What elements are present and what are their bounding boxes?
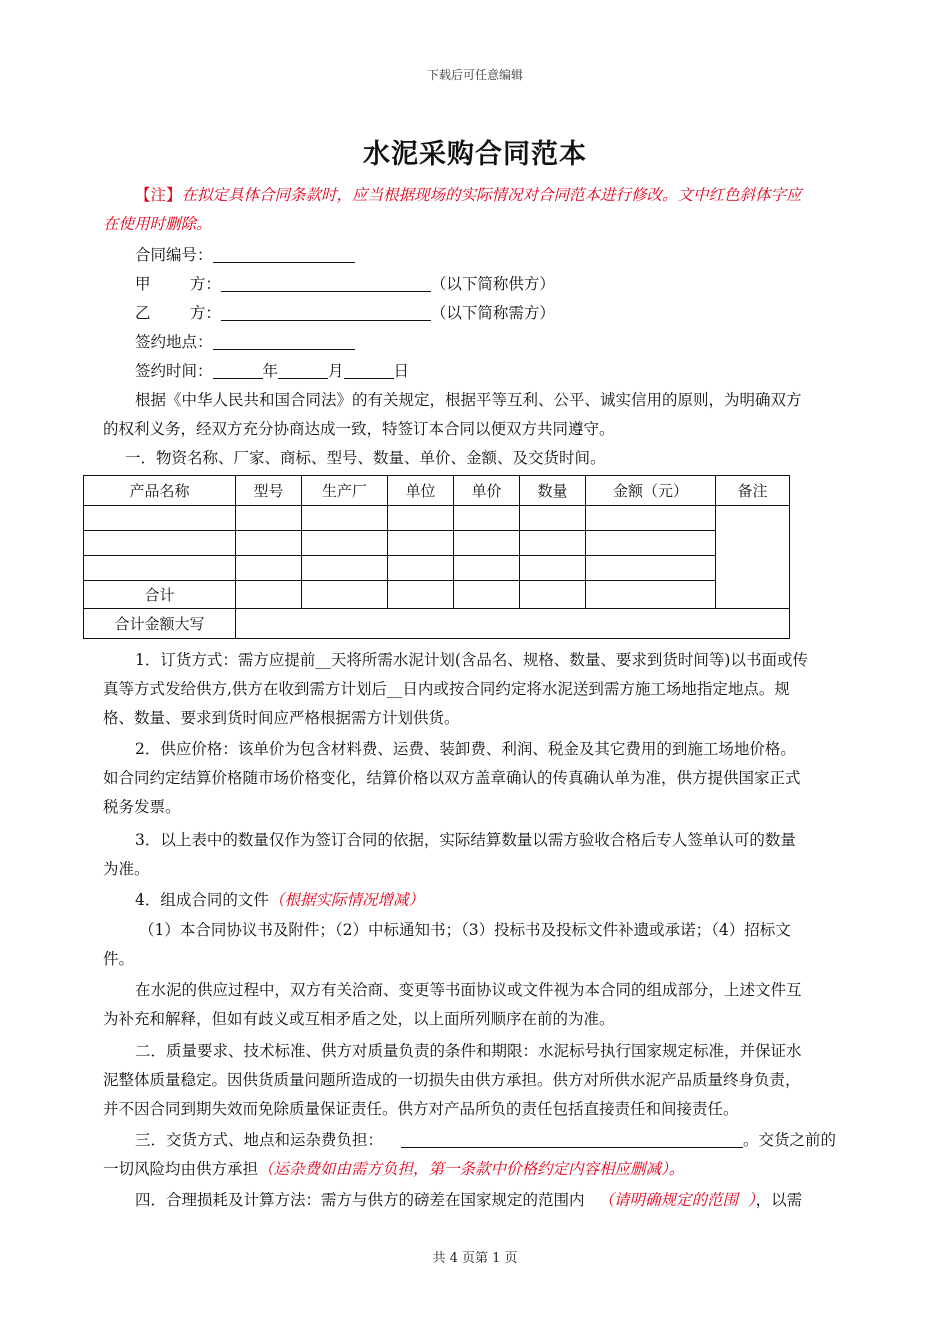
clause-1-line-3: 格、数量、要求到货时间应严格根据需方计划供货。 <box>103 709 460 727</box>
section-4-red-note: （请明确规定的范围 ） <box>598 1191 756 1209</box>
intro-line-1: 根据《中华人民共和国合同法》的有关规定，根据平等互利、公平、诚实信用的原则，为明确双方 <box>135 391 802 409</box>
table-cell[interactable] <box>302 556 388 581</box>
clause-4-line-2: （1）本合同协议书及附件；（2）中标通知书；（3）投标书及投标文件补遗或承诺；（4）招标文 <box>139 921 791 939</box>
total-label: 合计 <box>84 581 236 609</box>
col-header: 金额（元） <box>586 476 716 506</box>
table-cell[interactable] <box>586 581 716 609</box>
total-words-cell[interactable] <box>236 609 790 639</box>
clause-4-red-note: （根据实际情况增减） <box>268 891 424 909</box>
clause-5-line-2: 为补充和解释，但如有歧义或互相矛盾之处，以上面所列顺序在前的为准。 <box>103 1010 615 1028</box>
table-cell[interactable] <box>586 506 716 531</box>
month-label: 月 <box>328 362 344 380</box>
clause-3-line-1: 3．以上表中的数量仅作为签订合同的依据，实际结算数量以需方验收合格后专人签单认可的数量 <box>135 831 796 849</box>
month-blank[interactable] <box>278 360 328 379</box>
party-b-label: 乙 方： <box>135 304 221 322</box>
col-header: 产品名称 <box>84 476 236 506</box>
header-note: 下载后可任意编辑 <box>426 68 523 82</box>
items-table <box>83 475 790 639</box>
party-a-suffix: （以下简称供方） <box>430 275 555 293</box>
col-header: 生产厂 <box>302 476 388 506</box>
table-cell[interactable] <box>520 556 586 581</box>
table-cell[interactable] <box>84 531 236 556</box>
table-cell[interactable] <box>236 506 302 531</box>
year-label: 年 <box>262 362 279 380</box>
table-cell[interactable] <box>520 581 586 609</box>
contract-no-row <box>103 241 895 270</box>
clause-2-line-3: 税务发票。 <box>103 798 181 816</box>
clause-4-line-1 <box>103 886 895 915</box>
table-cell[interactable] <box>302 506 388 531</box>
section-2-line-3: 并不因合同到期失效而免除质量保证责任。供方对产品所负的责任包括直接责任和间接责任。 <box>103 1100 739 1118</box>
section-2-line-1: 二．质量要求、技术标准、供方对质量负责的条件和期限：水泥标号执行国家规定标准，并保证水 <box>135 1042 802 1060</box>
intro-line-2: 的权利义务，经双方充分协商达成一致，特签订本合同以便双方共同遵守。 <box>103 420 615 438</box>
contract-no-blank[interactable] <box>213 244 355 263</box>
table-cell[interactable] <box>84 556 236 581</box>
table-cell[interactable] <box>388 506 454 531</box>
table-cell[interactable] <box>302 581 388 609</box>
note-bracket: 【注】 <box>135 186 182 204</box>
sign-time-row <box>103 357 895 386</box>
day-label: 日 <box>393 362 410 380</box>
clause-2-line-2: 如合同约定结算价格随市场价格变化，结算价格以双方盖章确认的传真确认单为准，供方提供国家正式 <box>103 769 801 787</box>
party-a-blank[interactable] <box>221 273 431 292</box>
sign-place-blank[interactable] <box>213 331 355 350</box>
section-4-end: ，以需 <box>755 1191 803 1209</box>
clause-2-line-1: 2．供应价格：该单价为包含材料费、运费、装卸费、利润、税金及其它费用的到施工场地价格。 <box>135 740 796 758</box>
party-b-blank[interactable] <box>221 302 431 321</box>
clause-1-line-1: 1．订货方式：需方应提前__天将所需水泥计划(含品名、规格、数量、要求到货时间等)以书面或传 <box>135 651 808 669</box>
table-cell[interactable] <box>84 506 236 531</box>
page-title: 水泥采购合同范本 <box>363 139 587 170</box>
party-b-row <box>103 299 895 328</box>
table-cell[interactable] <box>586 556 716 581</box>
table-cell[interactable] <box>520 531 586 556</box>
table-cell[interactable] <box>454 581 520 609</box>
table-cell[interactable] <box>586 531 716 556</box>
table-cell[interactable] <box>388 581 454 609</box>
contract-no-label: 合同编号： <box>135 246 213 264</box>
party-b-suffix: （以下简称需方） <box>430 304 555 322</box>
editor-note-cont <box>103 210 863 239</box>
table-total-row <box>84 581 790 609</box>
col-header: 备注 <box>716 476 790 506</box>
table-cell[interactable] <box>454 506 520 531</box>
note-text-2: 在使用时删除。 <box>103 215 212 233</box>
section-1-heading: 一．物资名称、厂家、商标、型号、数量、单价、金额、及交货时间。 <box>125 449 606 467</box>
table-cell[interactable] <box>236 556 302 581</box>
col-header: 单位 <box>388 476 454 506</box>
section-4-text: 四．合理损耗及计算方法：需方与供方的磅差在国家规定的范围内 <box>135 1191 585 1209</box>
table-cell[interactable] <box>388 531 454 556</box>
table-row <box>84 556 790 581</box>
section-3-line-2 <box>103 1155 863 1184</box>
remarks-cell[interactable] <box>716 506 790 609</box>
table-cell[interactable] <box>236 581 302 609</box>
section-3-text: 三．交货方式、地点和运杂费负担： <box>135 1131 384 1149</box>
party-a-row <box>103 270 895 299</box>
sign-place-row <box>103 328 895 357</box>
table-cell[interactable] <box>236 531 302 556</box>
page-footer: 共 4 页第 1 页 <box>432 1251 518 1266</box>
note-text-1: 在拟定具体合同条款时，应当根据现场的实际情况对合同范本进行修改。文中红色斜体字应 <box>181 186 802 204</box>
section-3-red-note: （运杂费如由需方负担，第一条款中价格约定内容相应删减）。 <box>258 1160 685 1178</box>
table-cell[interactable] <box>302 531 388 556</box>
clause-4-line-3: 件。 <box>103 950 135 968</box>
section-3-end: 。交货之前的 <box>743 1131 837 1149</box>
section-3-text-2: 一切风险均由供方承担 <box>103 1160 259 1178</box>
sign-time-label: 签约时间： <box>135 362 213 380</box>
col-header: 型号 <box>236 476 302 506</box>
section-3-line-1 <box>103 1126 895 1155</box>
col-header: 单价 <box>454 476 520 506</box>
col-header: 数量 <box>520 476 586 506</box>
table-header-row <box>84 476 790 506</box>
section-4-line-1 <box>103 1186 895 1215</box>
party-a-label: 甲 方： <box>135 275 221 293</box>
year-blank[interactable] <box>213 360 263 379</box>
table-total-words-row <box>84 609 790 639</box>
table-row <box>84 506 790 531</box>
table-cell[interactable] <box>520 506 586 531</box>
clause-1-line-2: 真等方式发给供方,供方在收到需方计划后__日内或按合同约定将水泥送到需方施工场地指定地点。规 <box>103 680 790 698</box>
table-cell[interactable] <box>388 556 454 581</box>
delivery-blank[interactable] <box>401 1129 743 1148</box>
day-blank[interactable] <box>344 360 394 379</box>
editor-note <box>103 181 895 210</box>
clause-3-line-2: 为准。 <box>103 860 150 878</box>
total-words-label: 合计金额大写 <box>84 609 236 639</box>
table-row <box>84 531 790 556</box>
sign-place-label: 签约地点： <box>135 333 213 351</box>
clause-4-text: 4．组成合同的文件 <box>135 891 269 909</box>
table-cell[interactable] <box>454 531 520 556</box>
clause-5-line-1: 在水泥的供应过程中，双方有关洽商、变更等书面协议或文件视为本合同的组成部分，上述文件互 <box>135 981 802 999</box>
table-cell[interactable] <box>454 556 520 581</box>
section-2-line-2: 泥整体质量稳定。因供货质量问题所造成的一切损失由供方承担。供方对所供水泥产品质量终身负责， <box>103 1071 801 1089</box>
